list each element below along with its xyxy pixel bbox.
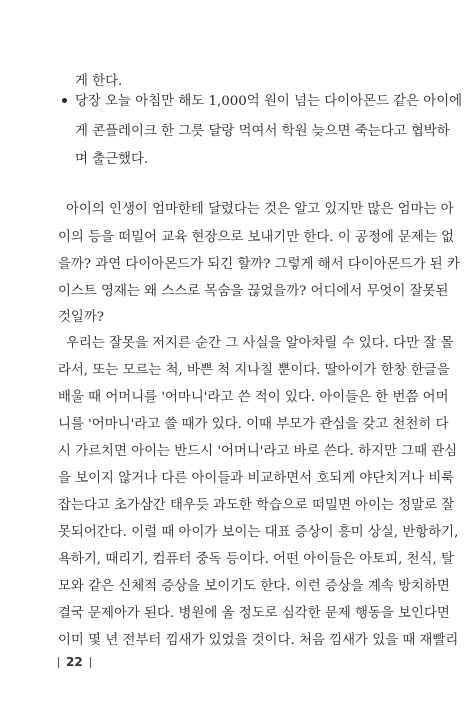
bullet-line: 게 콘플레이크 한 그릇 달랑 먹여서 학원 늦으면 죽는다고 협박하 [75,124,450,139]
paragraph-line: 이의 등을 떠밀어 교육 현장으로 보내기만 한다. 이 공정에 문제는 없 [58,230,455,245]
paragraph-line: 모와 같은 신체적 증상을 보이기도 한다. 이런 증상을 계속 방치하면 [58,579,450,594]
paragraph-line: 시 가르치면 아이는 반드시 '어머니'라고 바로 쓴다. 하지만 그때 관심 [58,444,458,459]
bullet-line: 당장 오늘 아침만 해도 1,000억 원이 넘는 다이아몬드 같은 아이에 [75,94,463,109]
continued-line: 게 한다. [75,74,123,89]
paragraph-line: 이미 몇 년 전부터 낌새가 있었을 것이다. 처음 낌새가 있을 때 재빨리 [58,633,459,648]
page-number: 22 [66,655,83,669]
paragraph-line: 것일까? [58,310,104,325]
bullet-line: 며 출근했다. [75,152,149,167]
paragraph-line: 아이의 인생이 엄마한테 달렸다는 것은 알고 있지만 많은 엄마는 아 [66,202,454,217]
paragraph-line: 을 보이지 않거나 다른 아이들과 비교하면서 호되게 야단치거나 비룩 [58,471,455,486]
paragraph-line: 을까? 과연 다이아몬드가 되긴 할까? 그렇게 해서 다이아몬드가 된 카 [58,257,460,272]
paragraph-line: 배울 때 어머니를 '어마니'라고 쓴 적이 있다. 아이들은 한 번쯤 어머 [58,390,449,405]
bullet-icon [62,98,67,103]
paragraph-line: 못되어간다. 이럴 때 아이가 보이는 대표 증상이 흥미 상실, 반항하기, [58,525,459,540]
paragraph-line: 이스트 영재는 왜 스스로 목숨을 끊었을까? 어디에서 무엇이 잘못된 [58,284,449,299]
paragraph-line: 니를 '어마니'라고 쓸 때가 있다. 이때 부모가 관심을 갖고 천천히 다 [58,417,449,432]
page-footer [58,655,91,669]
paragraph-line: 잡는다고 초가삼간 태우듯 과도한 학습으로 떠밀면 아이는 정말로 잘 [58,498,455,513]
divider [58,657,59,668]
paragraph-line: 라서, 또는 모르는 척, 바쁜 척 지나칠 뿐이다. 딸아이가 한창 한글을 [58,363,450,378]
paragraph-line: 욕하기, 때리기, 컴퓨터 중독 등이다. 어떤 아이들은 아토피, 천식, 탈 [58,552,454,567]
divider [90,657,91,668]
paragraph-line: 우리는 잘못을 저지른 순간 그 사실을 알아차릴 수 있다. 다만 잘 몰 [66,336,454,351]
paragraph-line: 결국 문제아가 된다. 병원에 올 정도로 심각한 문제 행동을 보인다면 [58,606,450,621]
